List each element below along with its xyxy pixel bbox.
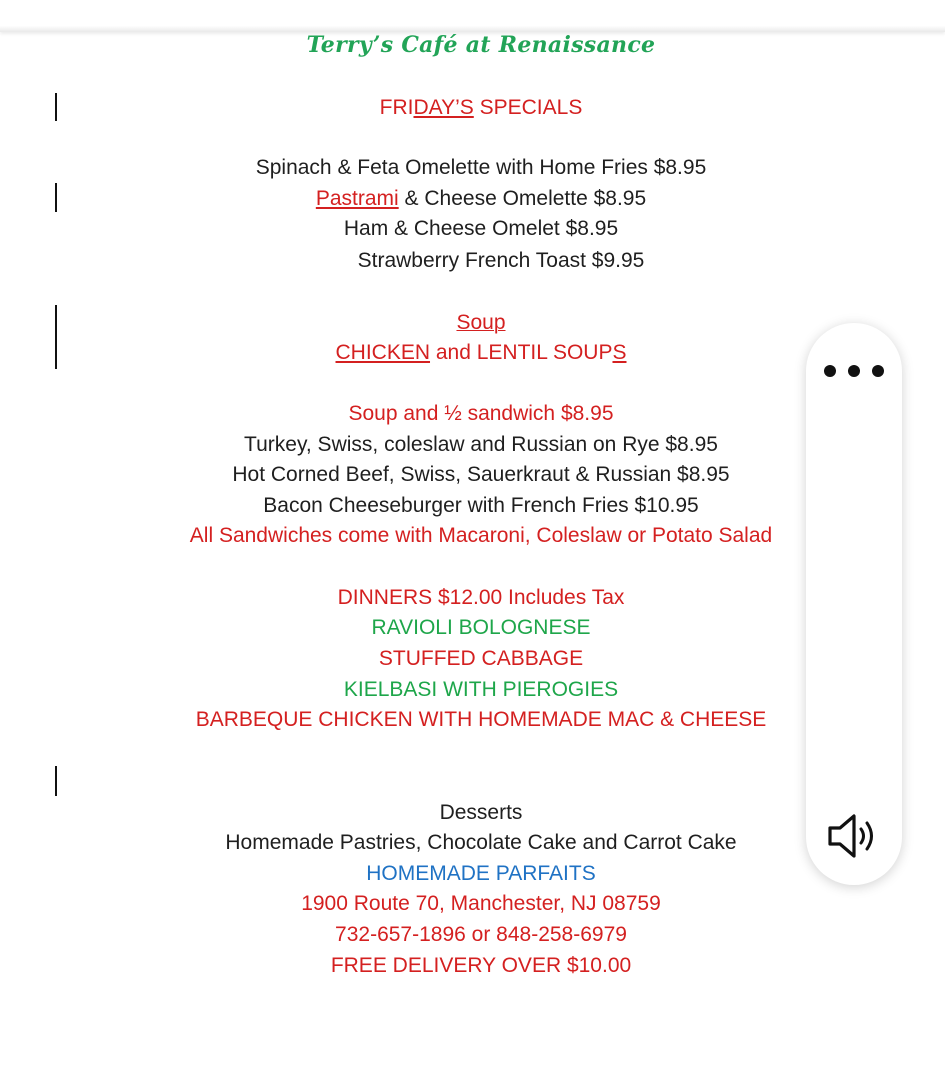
dot — [848, 365, 860, 377]
dot — [872, 365, 884, 377]
phone-numbers: 732-657-1896 or 848-258-6979 — [335, 923, 627, 946]
breakfast-item-1: Spinach & Feta Omelette with Home Fries $8.95 — [255, 156, 707, 179]
soups-chicken: CHICKEN — [335, 341, 431, 364]
breakfast-item-2-rest: & Cheese Omelette $8.95 — [398, 187, 647, 210]
soup-heading — [0, 309, 945, 337]
soup-sandwich-heading: Soup and ½ sandwich $8.95 — [348, 402, 614, 425]
speaker-icon-svg — [824, 811, 884, 861]
specials-heading-part1: FRI — [379, 96, 414, 119]
delivery-note: FREE DELIVERY OVER $10.00 — [330, 954, 632, 977]
breakfast-item-2 — [0, 185, 945, 213]
dinner-item-1: RAVIOLI BOLOGNESE — [371, 616, 591, 639]
text-cursor — [55, 305, 57, 369]
cafe-title: Terry’s Café at Renaissance — [306, 32, 656, 58]
specials-heading — [0, 94, 945, 122]
text-cursor — [55, 766, 57, 796]
dinner-item-4: BARBEQUE CHICKEN WITH HOMEMADE MAC & CHEESE — [195, 708, 767, 731]
specials-heading-part3: SPECIALS — [473, 96, 583, 119]
desserts-list: Homemade Pastries, Chocolate Cake and Carrot Cake — [225, 831, 737, 854]
breakfast-item-4: Strawberry French Toast $9.95 — [357, 249, 645, 272]
sandwich-item-3: Bacon Cheeseburger with French Fries $10.95 — [263, 494, 699, 517]
more-options-icon[interactable] — [824, 361, 884, 381]
soups-last: S — [612, 341, 627, 364]
soup-heading-text: Soup — [456, 311, 506, 334]
soups-middle: and LENTIL SOUP — [430, 341, 613, 364]
sandwich-item-2: Hot Corned Beef, Swiss, Sauerkraut & Russian $8.95 — [232, 463, 730, 486]
breakfast-item-3: Ham & Cheese Omelet $8.95 — [343, 217, 619, 240]
soups-line — [0, 339, 945, 367]
specials-heading-part2: DAY’S — [413, 96, 474, 119]
text-cursor — [55, 93, 57, 121]
pastrami-link: Pastrami — [315, 187, 399, 210]
floating-toolbar — [806, 323, 902, 885]
dinner-item-3: KIELBASI WITH PIEROGIES — [343, 678, 619, 701]
desserts-heading: Desserts — [439, 801, 523, 824]
sandwich-note: All Sandwiches come with Macaroni, Coleslaw or Potato Salad — [189, 524, 773, 547]
dinner-item-2: STUFFED CABBAGE — [378, 647, 584, 670]
parfaits: HOMEMADE PARFAITS — [366, 862, 596, 885]
address: 1900 Route 70, Manchester, NJ 08759 — [301, 892, 661, 915]
dinners-heading: DINNERS $12.00 Includes Tax — [337, 586, 625, 609]
speaker-icon[interactable] — [824, 811, 884, 861]
text-cursor — [55, 183, 57, 212]
sandwich-item-1: Turkey, Swiss, coleslaw and Russian on Rye $8.95 — [244, 433, 718, 456]
dot — [824, 365, 836, 377]
